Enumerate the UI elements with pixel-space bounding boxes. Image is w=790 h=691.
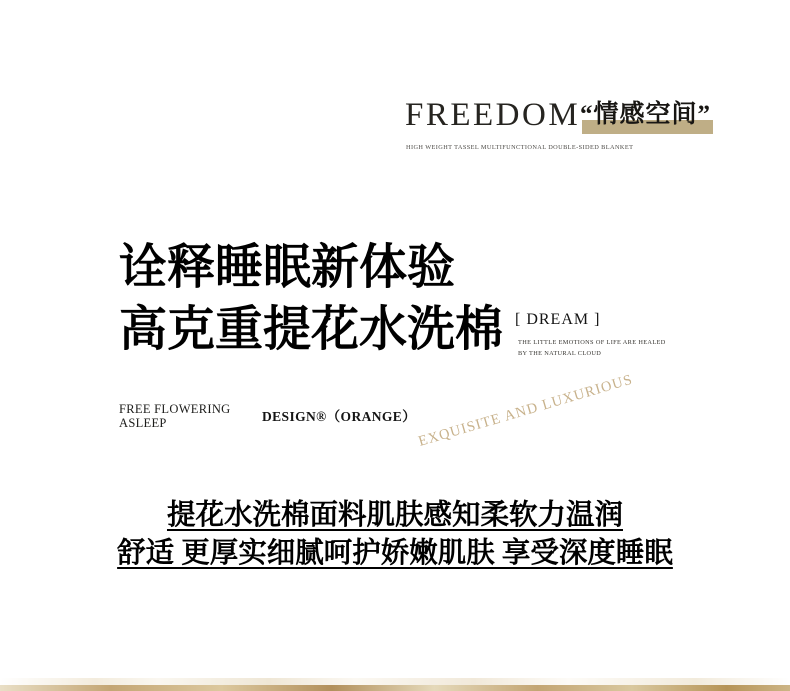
svg-text:EXQUISITE AND LUXURIOUS: [417, 372, 635, 450]
brand-tagline: [580, 99, 711, 133]
headline-line1: 诠释睡眠新体验: [119, 241, 456, 294]
dream-subtext-line2: BY THE NATURAL CLOUD: [518, 350, 602, 357]
brand-logo: FREEDOM: [405, 97, 581, 133]
brand-subtext: HIGH WEIGHT TASSEL MULTIFUNCTIONAL DOUBLE-SIDED BLANKET: [406, 144, 634, 151]
free-flowering-caption: [119, 402, 231, 430]
headline-line2: 高克重提花水洗棉: [119, 303, 504, 356]
design-orange-caption: DESIGN®（ORANGE）: [262, 409, 417, 424]
dream-subtext: [518, 337, 666, 359]
slogan-line1: 提花水洗棉面料肌肤感知柔软力温润: [166, 500, 623, 531]
exquisite-arc-text: [412, 370, 652, 458]
tagline-text: “情感空间”: [580, 101, 712, 128]
dream-label: [ DREAM ]: [515, 311, 601, 328]
slogan-line2: 舒适 更厚实细腻呵护娇嫩肌肤 享受深度睡眠: [117, 538, 673, 569]
free-flowering-line2: ASLEEP: [119, 416, 167, 430]
fabric-photo-edge-soft: [0, 678, 790, 685]
main-headline: [119, 237, 503, 361]
dream-subtext-line1: THE LITTLE EMOTIONS OF LIFE ARE HEALED: [518, 339, 666, 346]
free-flowering-line1: FREE FLOWERING: [119, 402, 231, 416]
fabric-photo-edge: [0, 685, 790, 691]
arc-text-label: EXQUISITE AND LUXURIOUS: [416, 371, 635, 450]
slogan-block: [0, 499, 790, 570]
